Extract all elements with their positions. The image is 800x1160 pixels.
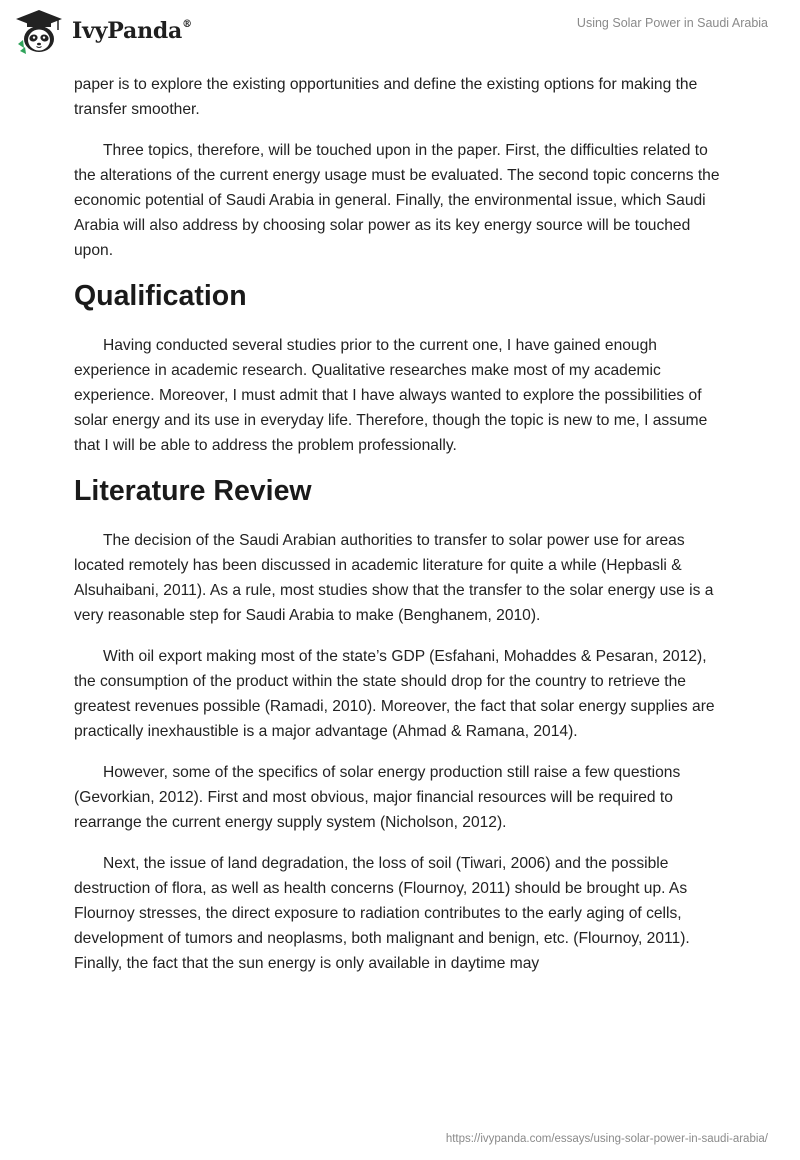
ivypanda-logo[interactable] — [14, 8, 192, 54]
literature-paragraph-2: With oil export making most of the state’s GDP (Esfahani, Mohaddes & Pesaran, 2012), the consumption of the product within the state should drop for the country to retrieve the greatest revenues possible (Ramadi, 2010). Moreover, the fact that solar energy supplies are practically inexhaustible is a major advantage (Ahmad & Ramana, 2014). — [74, 648, 715, 740]
literature-paragraph-3: However, some of the specifics of solar energy production still raise a few questions (Gevorkian, 2012). First and most obvious, major financial resources will be required to rearrange the current energy supply system (Nicholson, 2012). — [74, 764, 681, 831]
qualification-paragraph: Having conducted several studies prior to the current one, I have gained enough experience in academic research. Qualitative researches make most of my academic experience. Moreover, I must admit that I have always wanted to explore the possibilities of solar energy and its use in everyday life. Therefore, though the topic is new to me, I assume that I will be able to address the problem professionally. — [74, 337, 708, 454]
intro-continuation-paragraph: paper is to explore the existing opportunities and define the existing options for making the transfer smoother. — [74, 76, 698, 118]
literature-review-heading: Literature Review — [74, 475, 312, 507]
literature-paragraph-4: Next, the issue of land degradation, the loss of soil (Tiwari, 2006) and the possible destruction of flora, as well as health concerns (Flournoy, 2011) should be brought up. As Flournoy stresses, the direct exposure to radiation contributes to the early aging of cells, development of tumors and neoplasms, both malignant and benign, etc. (Flournoy, 2011). Finally, the fact that the sun energy is only available in daytime may — [74, 855, 690, 972]
page-header — [0, 0, 800, 70]
intro-topics-paragraph: Three topics, therefore, will be touched upon in the paper. First, the difficulties related to the alterations of the current energy usage must be evaluated. The second topic concerns the economic potential of Saudi Arabia in general. Finally, the environmental issue, which Saudi Arabia will also address by choosing solar power as its key energy source will be touched upon. — [74, 142, 720, 259]
essay-content — [74, 72, 724, 992]
document-title: Using Solar Power in Saudi Arabia — [576, 16, 768, 30]
source-url-link[interactable]: https://ivypanda.com/essays/using-solar-power-in-saudi-arabia/ — [445, 1133, 768, 1145]
panda-graduate-icon — [14, 8, 64, 54]
literature-paragraph-1: The decision of the Saudi Arabian authorities to transfer to solar power use for areas located remotely has been discussed in academic literature for quite a while (Hepbasli & Alsuhaibani, 2011). As a rule, most studies show that the transfer to the solar energy use is a very reasonable step for Saudi Arabia to make (Benghanem, 2010). — [74, 532, 714, 624]
qualification-heading: Qualification — [74, 280, 247, 312]
brand-name: IvyPanda® — [72, 18, 192, 44]
